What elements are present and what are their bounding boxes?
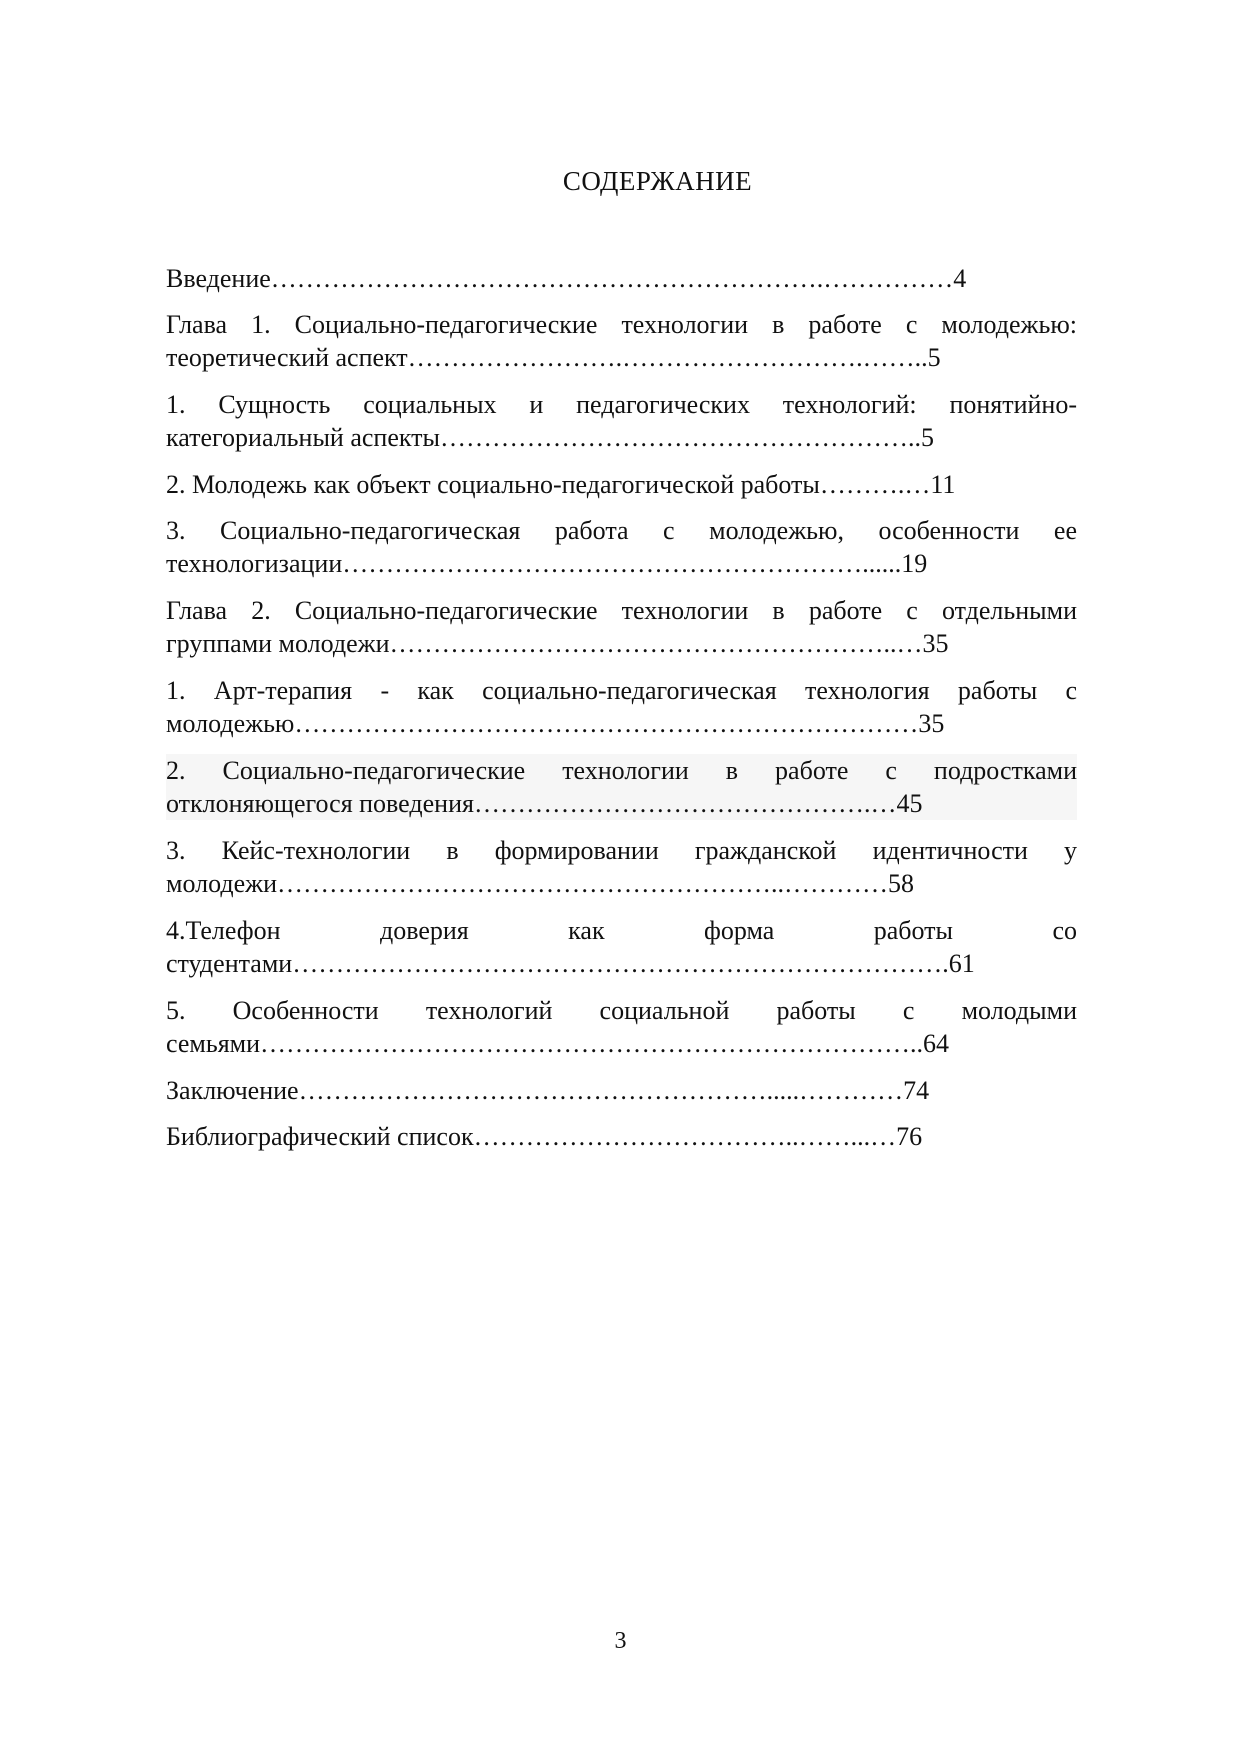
toc-entry-2-5 xyxy=(166,994,1077,1060)
toc-line: 5. Особенности технологий социальной работы с молодыми xyxy=(166,996,1077,1025)
toc-entry-2-3 xyxy=(166,834,1077,900)
toc-line: 3. Социально-педагогическая работа с молодежью, особенности ее xyxy=(166,516,1077,545)
toc-entry-1-3 xyxy=(166,514,1077,580)
toc-entry-chapter-1 xyxy=(166,308,1077,374)
toc-line: 1. Сущность социальных и педагогических технологий: понятийно- xyxy=(166,390,1077,419)
toc-line: 2. Молодежь как объект социально-педагогической работы……….…11 xyxy=(166,470,956,499)
page-number: 3 xyxy=(614,1628,627,1654)
toc-entry-conclusion xyxy=(166,1074,1077,1107)
table-of-contents xyxy=(166,262,1077,1166)
toc-line: 3. Кейс-технологии в формировании гражданской идентичности у xyxy=(166,836,1077,865)
toc-entry-2-1 xyxy=(166,674,1077,740)
toc-line: 4.Телефон доверия как форма работы со xyxy=(166,916,1077,945)
toc-line: Библиографический список………………………………..……...…76 xyxy=(166,1122,923,1151)
toc-line: студентами………………………………………………………………….61 xyxy=(166,949,975,978)
toc-line: 1. Арт-терапия - как социально-педагогическая технология работы с xyxy=(166,676,1077,705)
toc-entry-1-1 xyxy=(166,388,1077,454)
toc-entry-bibliography xyxy=(166,1120,1077,1153)
toc-line: отклоняющегося поведения……………………………………….…45 xyxy=(166,789,923,818)
toc-line: молодежи…………………………………………………..…………58 xyxy=(166,869,914,898)
toc-line: Введение……………………………………………………….……………4 xyxy=(166,264,967,293)
toc-line: категориальный аспекты………………………………………………..5 xyxy=(166,423,934,452)
toc-line: Глава 1. Социально-педагогические технологии в работе с молодежью: xyxy=(166,310,1077,339)
toc-entry-introduction xyxy=(166,262,1077,295)
toc-line: 2. Социально-педагогические технологии в работе с подростками xyxy=(166,756,1077,785)
toc-entry-2-4 xyxy=(166,914,1077,980)
page-title: СОДЕРЖАНИЕ xyxy=(562,166,753,196)
toc-entry-chapter-2 xyxy=(166,594,1077,660)
toc-line: теоретический аспект…………………….……………………….……..5 xyxy=(166,343,941,372)
toc-line: технологизации……………………………………………………......19 xyxy=(166,549,928,578)
toc-line: семьями…………………………………………………………………..64 xyxy=(166,1029,950,1058)
toc-entry-2-2 xyxy=(166,754,1077,820)
toc-line: группами молодежи…………………………………………………..…35 xyxy=(166,629,949,658)
toc-entry-1-2 xyxy=(166,468,1077,501)
toc-line: Глава 2. Социально-педагогические технологии в работе с отдельными xyxy=(166,596,1077,625)
toc-line: Заключение……………………………………………….....…………74 xyxy=(166,1076,930,1105)
toc-line: молодежью………………………………………………………………35 xyxy=(166,709,945,738)
